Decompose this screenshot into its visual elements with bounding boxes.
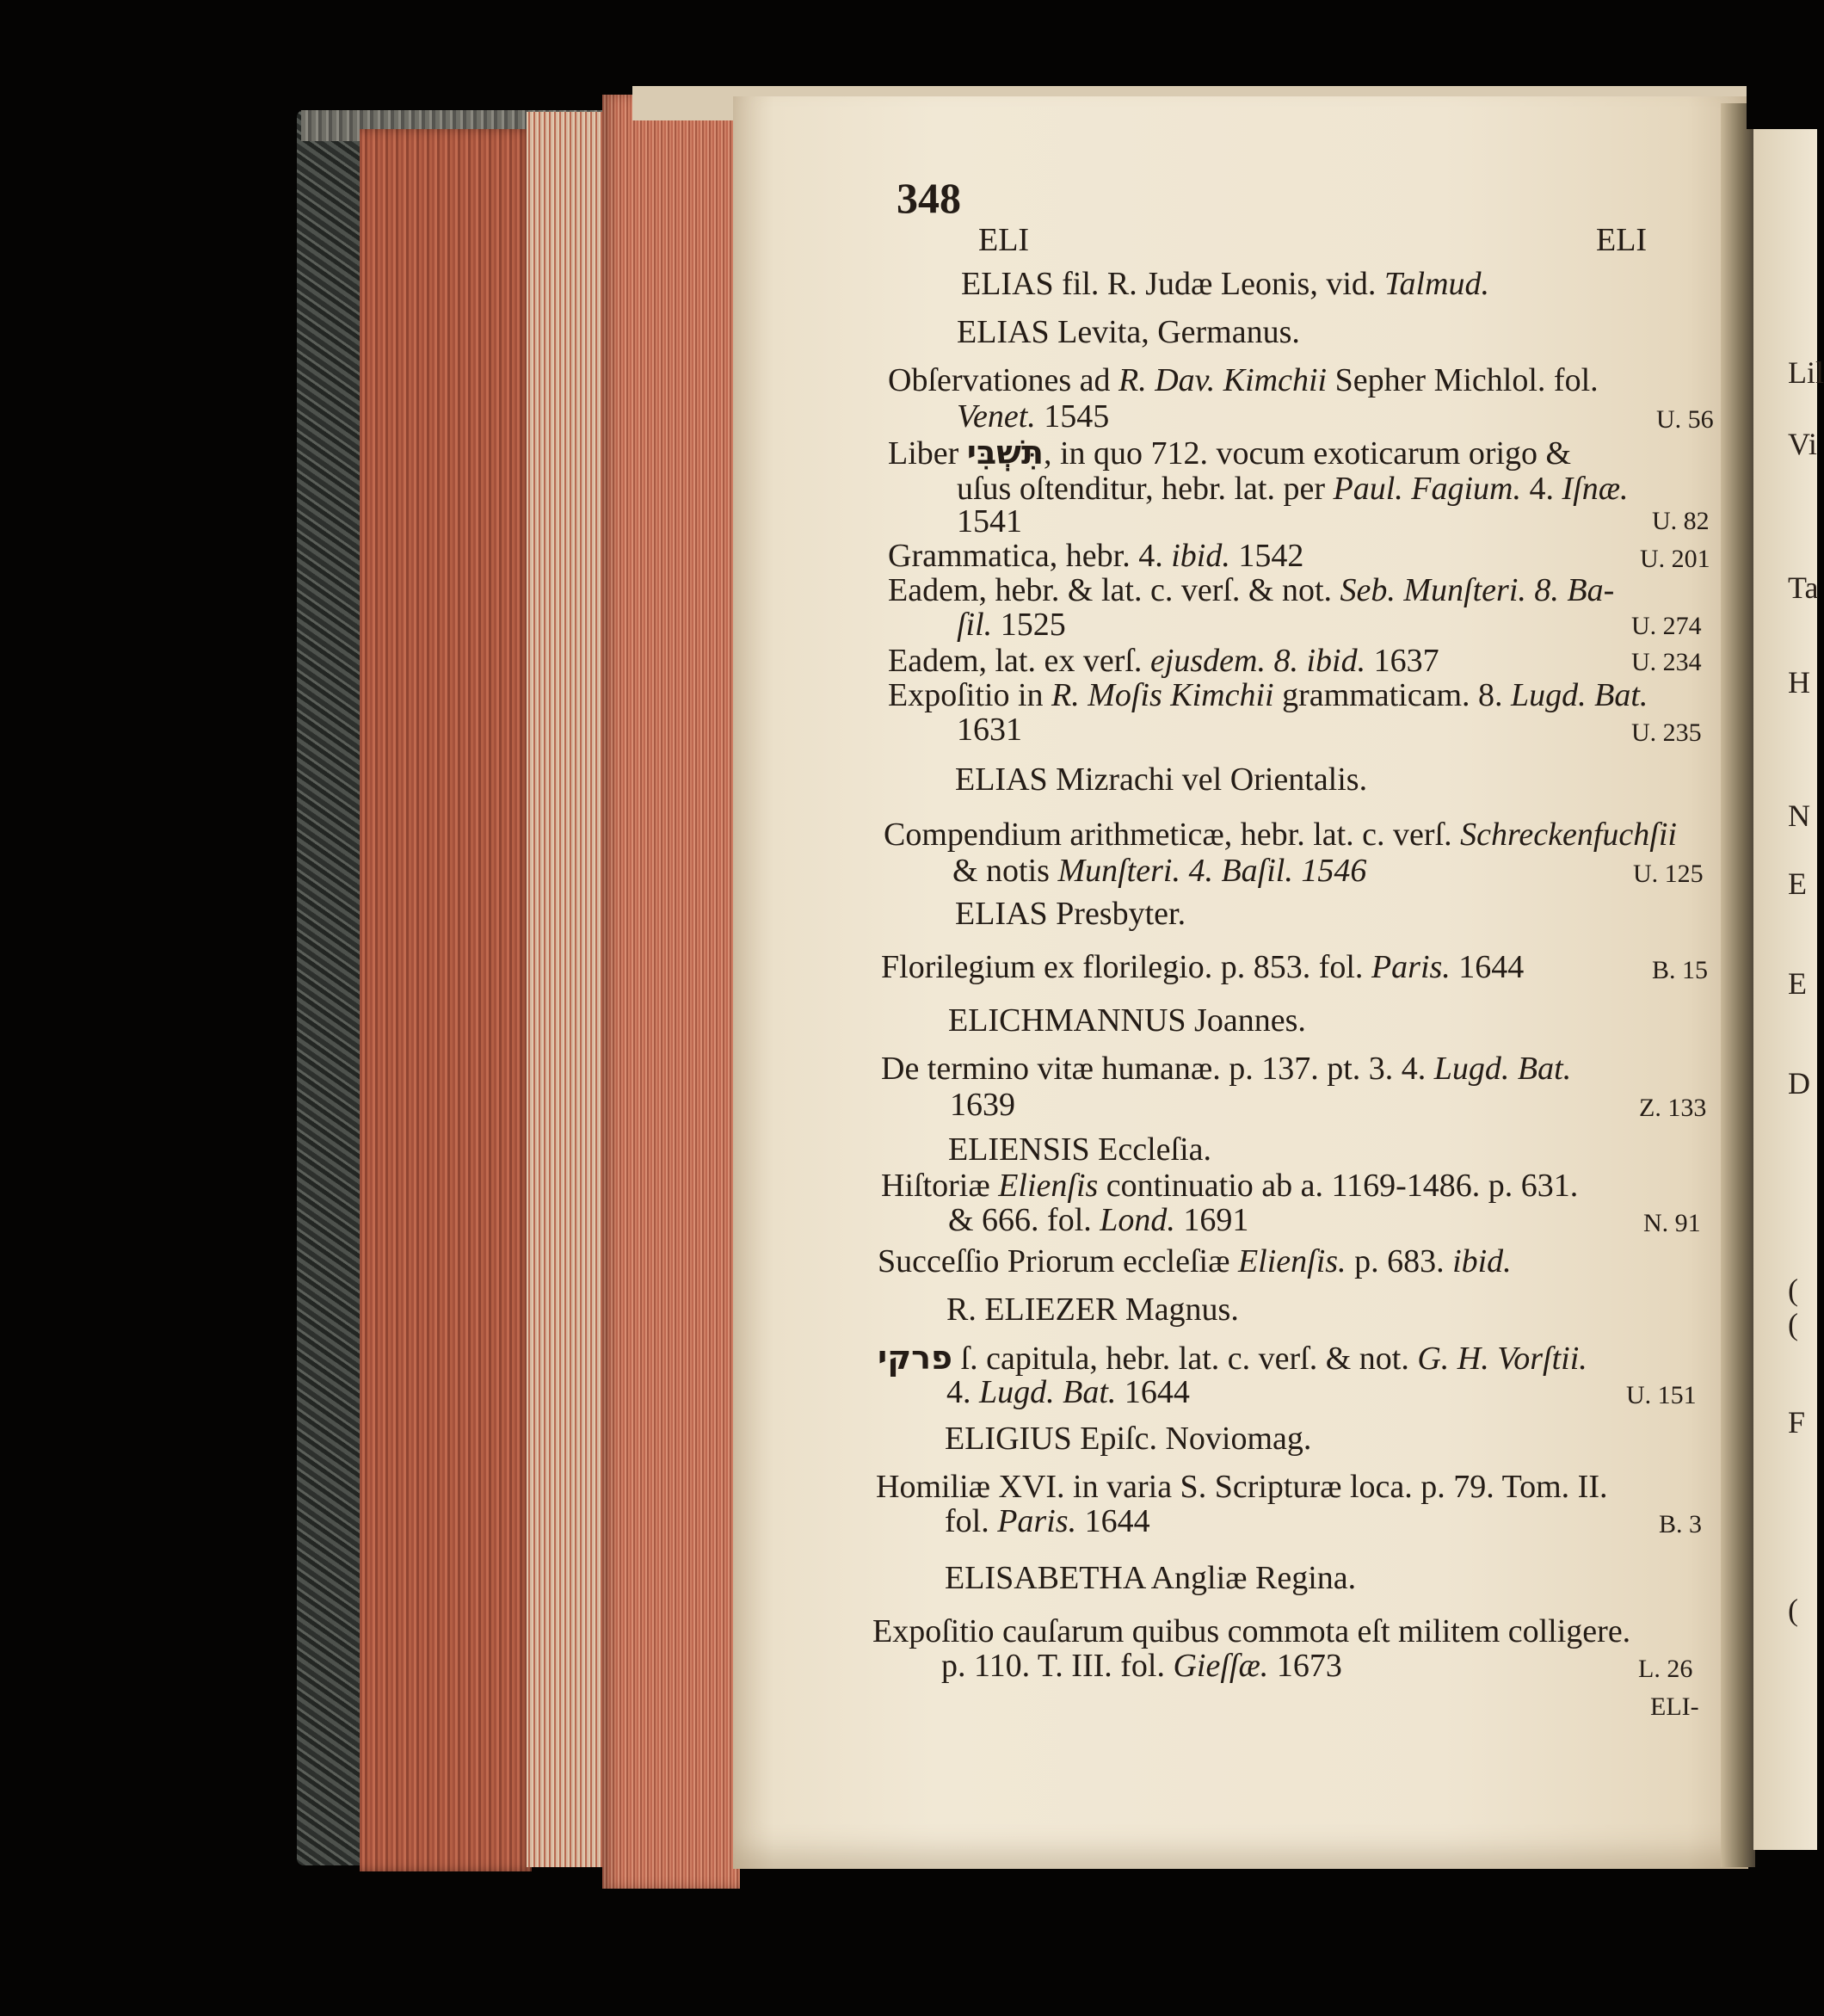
- entry-line: פרקי ſ. capitula, hebr. lat. c. verſ. & not. G. H. Vorſtii.: [878, 1339, 1587, 1377]
- entry-line: Eadem, lat. ex verſ. ejusdem. 8. ibid. 1637: [888, 643, 1439, 679]
- entry-line: Expoſitio in R. Moſis Kimchii grammaticam. 8. Lugd. Bat.: [888, 677, 1648, 713]
- facing-fragment: F: [1788, 1405, 1806, 1440]
- entry-line: Obſervationes ad R. Dav. Kimchii Sepher Michlol. fol.: [888, 362, 1599, 398]
- author-heading: ELIAS fil. R. Judæ Leonis, vid. Talmud.: [961, 266, 1490, 302]
- entry-line: Homiliæ XVI. in varia S. Scripturæ loca. p. 79. Tom. II.: [876, 1469, 1608, 1505]
- shelf-mark: L. 26: [1638, 1655, 1693, 1683]
- facing-fragment: E: [1788, 866, 1807, 901]
- entry-line: uſus oſtenditur, hebr. lat. per Paul. Fagium. 4. Iſnæ.: [957, 471, 1629, 507]
- author-heading: ELIENSIS Eccleſia.: [948, 1131, 1212, 1168]
- entry-line: & 666. fol. Lond. 1691: [948, 1202, 1249, 1238]
- entry-line: Succeſſio Priorum eccleſiæ Elienſis. p. 683. ibid.: [878, 1243, 1512, 1279]
- shelf-mark: U. 201: [1640, 545, 1710, 573]
- facing-fragment: N: [1788, 798, 1810, 833]
- facing-fragment: D: [1788, 1066, 1810, 1100]
- shelf-mark: N. 91: [1643, 1209, 1701, 1237]
- author-heading: ELIGIUS Epiſc. Noviomag.: [945, 1421, 1312, 1457]
- entry-line: Eadem, hebr. & lat. c. verſ. & not. Seb. Munſteri. 8. Ba-: [888, 572, 1615, 608]
- shelf-mark: U. 56: [1656, 405, 1714, 434]
- running-head-right: ELI: [1596, 222, 1648, 258]
- author-heading: R. ELIEZER Magnus.: [946, 1292, 1239, 1328]
- facing-fragment: E: [1788, 966, 1807, 1001]
- red-page-edges-right: [602, 95, 740, 1889]
- author-heading: ELIAS Presbyter.: [955, 896, 1186, 932]
- shelf-mark: B. 3: [1659, 1510, 1703, 1538]
- facing-fragment: Lil: [1788, 355, 1824, 390]
- entry-line: Grammatica, hebr. 4. ibid. 1542: [888, 538, 1304, 574]
- entry-line: 1639: [950, 1087, 1015, 1123]
- shelf-mark: U. 234: [1631, 648, 1702, 676]
- entry-line: Compendium arithmeticæ, hebr. lat. c. verſ. Schreckenfuchſii: [884, 817, 1677, 853]
- shelf-mark: U. 151: [1626, 1381, 1697, 1409]
- entry-line: ſil. 1525: [957, 607, 1066, 643]
- entry-line: Florilegium ex florilegio. p. 853. fol. Paris. 1644: [881, 949, 1525, 985]
- shelf-mark: U. 274: [1631, 612, 1702, 640]
- entry-line: Expoſitio cauſarum quibus commota eſt militem colligere.: [872, 1613, 1631, 1649]
- shelf-mark: B. 15: [1652, 956, 1709, 984]
- author-heading: ELISABETHA Angliæ Regina.: [945, 1560, 1357, 1596]
- page-edges-middle: [527, 112, 604, 1867]
- entry-line: 1541: [957, 503, 1022, 539]
- entry-line: p. 110. T. III. fol. Gieſſæ. 1673: [941, 1648, 1342, 1684]
- entry-line: 1631: [957, 712, 1022, 748]
- author-heading: ELIAS Levita, Germanus.: [957, 314, 1300, 350]
- entry-line: Liber תִּשְׁבִּי, in quo 712. vocum exoticarum origo &: [888, 434, 1572, 472]
- entry-line: Venet. 1545: [957, 398, 1110, 435]
- facing-fragment: H: [1788, 665, 1810, 700]
- shelf-mark: Z. 133: [1639, 1094, 1707, 1122]
- entry-line: 4. Lugd. Bat. 1644: [946, 1374, 1190, 1410]
- author-heading: ELIAS Mizrachi vel Orientalis.: [955, 761, 1368, 798]
- facing-fragment: (: [1788, 1307, 1798, 1341]
- facing-fragment: Ta: [1788, 570, 1819, 605]
- shelf-mark: U. 82: [1652, 507, 1710, 535]
- red-page-edges-left: [360, 129, 532, 1871]
- facing-fragment: Vi: [1788, 427, 1817, 461]
- catchword: ELI-: [1650, 1692, 1699, 1721]
- entry-line: fol. Paris. 1644: [945, 1503, 1150, 1539]
- page-number: 348: [897, 174, 961, 222]
- running-head-left: ELI: [978, 222, 1030, 258]
- shelf-mark: U. 125: [1633, 860, 1704, 888]
- facing-page-shadow: [1747, 0, 1817, 129]
- entry-line: Hiſtoriæ Elienſis continuatio ab a. 1169-1486. p. 631.: [881, 1168, 1579, 1204]
- entry-line: & notis Munſteri. 4. Baſil. 1546: [952, 853, 1367, 889]
- facing-fragment: (: [1788, 1593, 1798, 1627]
- shelf-mark: U. 235: [1631, 718, 1702, 747]
- author-heading: ELICHMANNUS Joannes.: [948, 1002, 1306, 1039]
- book-gutter: [1721, 103, 1755, 1867]
- facing-fragment: (: [1788, 1273, 1798, 1307]
- entry-line: De termino vitæ humanæ. p. 137. pt. 3. 4. Lugd. Bat.: [881, 1051, 1572, 1087]
